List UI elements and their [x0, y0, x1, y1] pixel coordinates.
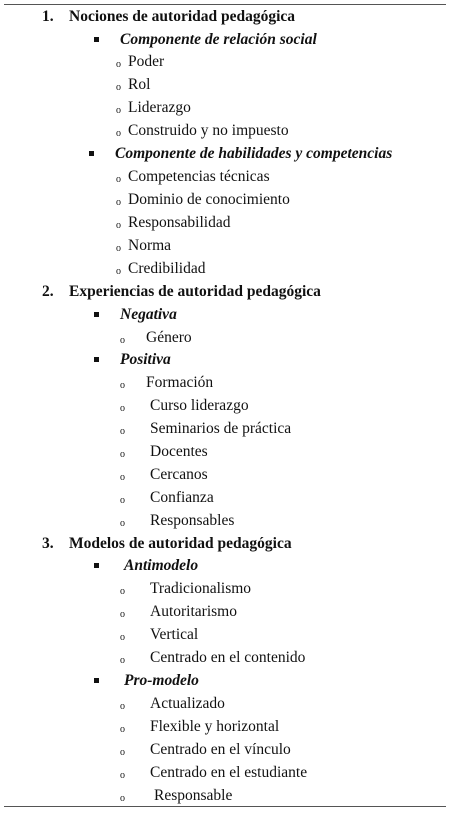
section-heading: 2. Experiencias de autoridad pedagógica	[42, 283, 321, 300]
list-item: Centrado en el estudiante	[150, 764, 308, 781]
circle-bullet-icon: o	[120, 655, 125, 666]
list-item: Tradicionalismo	[150, 580, 252, 597]
list-item: Dominio de conocimiento	[128, 191, 290, 208]
group-label: Componente de relación social	[120, 31, 317, 48]
list-item: Autoritarismo	[150, 603, 237, 620]
list-item: Competencias técnicas	[128, 168, 270, 185]
list-item: Curso liderazgo	[150, 397, 249, 414]
group-label: Negativa	[120, 306, 177, 323]
circle-bullet-icon: o	[120, 586, 125, 597]
circle-bullet-icon: o	[120, 609, 125, 620]
circle-bullet-icon: o	[120, 724, 125, 735]
group-label: Pro-modelo	[124, 672, 199, 689]
bottom-rule	[4, 806, 446, 807]
list-item: Poder	[128, 53, 165, 70]
list-item: Responsabilidad	[128, 214, 231, 231]
list-item: Flexible y horizontal	[150, 718, 280, 735]
circle-bullet-icon: o	[116, 128, 121, 139]
circle-bullet-icon: o	[120, 793, 125, 804]
list-item: Responsable	[154, 787, 233, 804]
circle-bullet-icon: o	[120, 380, 125, 391]
circle-bullet-icon: o	[120, 426, 125, 437]
list-item: Seminarios de práctica	[150, 420, 292, 437]
group-label: Positiva	[120, 351, 171, 368]
square-bullet-icon	[94, 678, 99, 683]
list-item: Rol	[128, 76, 151, 93]
section-heading: 3. Modelos de autoridad pedagógica	[42, 535, 292, 552]
list-item: Liderazgo	[128, 99, 191, 116]
circle-bullet-icon: o	[120, 335, 125, 346]
list-item: Centrado en el vínculo	[150, 741, 291, 758]
circle-bullet-icon: o	[120, 449, 125, 460]
list-item: Formación	[146, 374, 214, 391]
list-item: Construido y no impuesto	[128, 122, 289, 139]
square-bullet-icon	[94, 357, 99, 362]
circle-bullet-icon: o	[120, 632, 125, 643]
list-item: Género	[146, 329, 192, 346]
section-heading: 1. Nociones de autoridad pedagógica	[42, 8, 296, 25]
circle-bullet-icon: o	[116, 82, 121, 93]
circle-bullet-icon: o	[120, 403, 125, 414]
list-item: Cercanos	[150, 466, 208, 483]
circle-bullet-icon: o	[116, 266, 121, 277]
circle-bullet-icon: o	[120, 472, 125, 483]
list-item: Actualizado	[150, 695, 225, 712]
circle-bullet-icon: o	[120, 747, 125, 758]
group-label: Componente de habilidades y competencias	[115, 145, 393, 162]
list-item: Responsables	[150, 512, 235, 529]
circle-bullet-icon: o	[120, 770, 125, 781]
circle-bullet-icon: o	[120, 518, 125, 529]
square-bullet-icon	[94, 37, 99, 42]
list-item: Credibilidad	[128, 260, 206, 277]
circle-bullet-icon: o	[120, 495, 125, 506]
square-bullet-icon	[94, 563, 99, 568]
square-bullet-icon	[94, 312, 99, 317]
list-item: Centrado en el contenido	[150, 649, 306, 666]
circle-bullet-icon: o	[120, 701, 125, 712]
circle-bullet-icon: o	[116, 105, 121, 116]
group-label: Antimodelo	[124, 557, 199, 574]
circle-bullet-icon: o	[116, 174, 121, 185]
list-item: Confianza	[150, 489, 214, 506]
circle-bullet-icon: o	[116, 220, 121, 231]
top-rule	[4, 4, 446, 5]
circle-bullet-icon: o	[116, 59, 121, 70]
list-item: Norma	[128, 237, 172, 254]
square-bullet-icon	[89, 151, 94, 156]
circle-bullet-icon: o	[116, 197, 121, 208]
list-item: Docentes	[150, 443, 208, 460]
list-item: Vertical	[150, 626, 199, 643]
circle-bullet-icon: o	[116, 243, 121, 254]
